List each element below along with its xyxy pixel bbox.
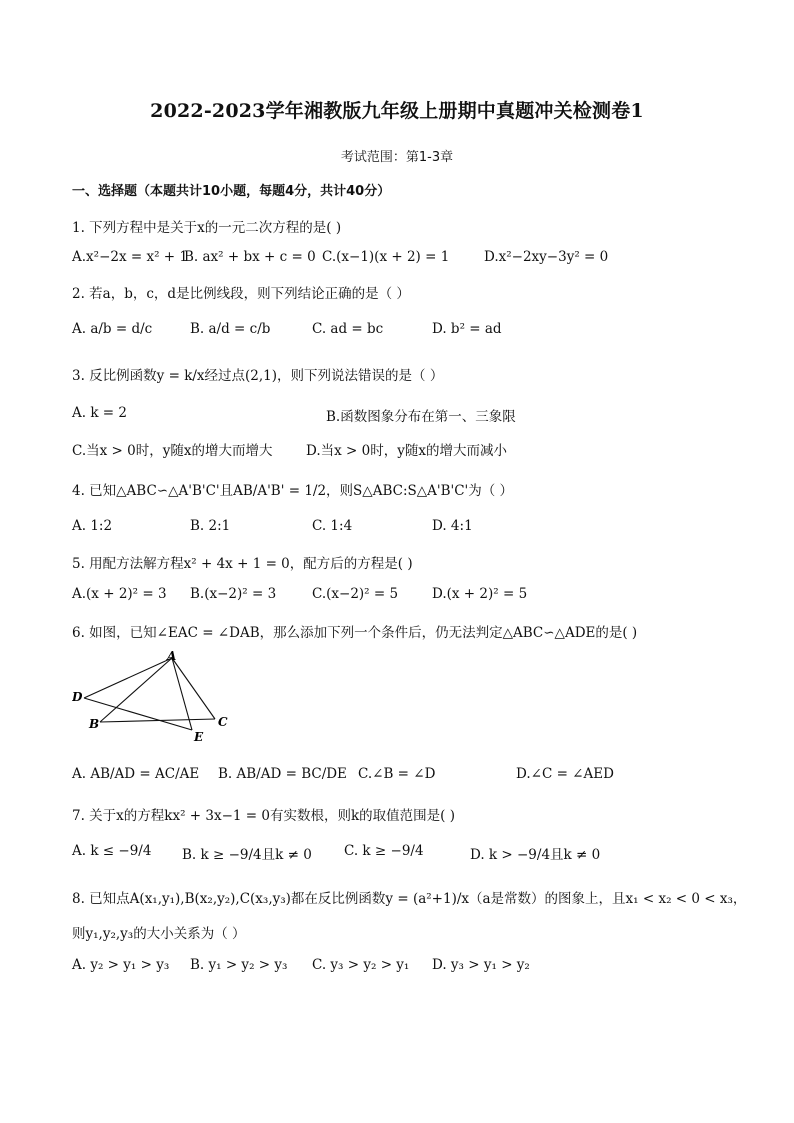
q3-option-a: A. k = 2 (72, 405, 127, 421)
q1-option-d: D.x²−2xy−3y² = 0 (484, 249, 609, 265)
q5-option-c: C.(x−2)² = 5 (312, 586, 399, 602)
q3-option-b: B.函数图象分布在第一、三象限 (326, 409, 516, 425)
label-e: E (194, 730, 204, 744)
q6-option-c: C.∠B = ∠D (358, 766, 436, 782)
label-d: D (72, 690, 83, 704)
question-8-stem-cont: 则y₁,y₂,y₃的大小关系为（ ） (72, 926, 246, 942)
q2-option-c: C. ad = bc (312, 321, 384, 337)
q3-option-c: C.当x > 0时，y随x的增大而增大 (72, 443, 273, 459)
label-b: B (89, 717, 100, 731)
triangle-figure (72, 650, 242, 745)
q1-option-b: B. ax² + bx + c = 0 (184, 249, 316, 265)
label-a: A (167, 650, 177, 663)
q5-option-a: A.(x + 2)² = 3 (72, 586, 167, 602)
q3-option-d: D.当x > 0时，y随x的增大而减小 (306, 443, 507, 459)
q8-option-d: D. y₃ > y₁ > y₂ (432, 957, 530, 973)
q1-option-a: A.x²−2x = x² + 1 (72, 249, 188, 265)
q1-option-c: C.(x−1)(x + 2) = 1 (322, 249, 450, 265)
page-title: 2022-2023学年湘教版九年级上册期中真题冲关检测卷1 (150, 100, 644, 122)
section-heading: 一、选择题（本题共计10小题，每题4分，共计40分） (72, 184, 391, 199)
q5-option-b: B.(x−2)² = 3 (190, 586, 277, 602)
q2-option-a: A. a/b = d/c (72, 321, 153, 337)
question-5-stem: 5. 用配方法解方程x² + 4x + 1 = 0，配方后的方程是( ) (72, 556, 413, 572)
q4-option-d: D. 4:1 (432, 518, 473, 534)
q8-option-b: B. y₁ > y₂ > y₃ (190, 957, 288, 973)
exam-scope: 考试范围：第1-3章 (340, 150, 454, 165)
q2-option-b: B. a/d = c/b (190, 321, 271, 337)
q6-option-a: A. AB/AD = AC/AE (72, 766, 200, 782)
label-c: C (218, 715, 228, 729)
q7-option-a: A. k ≤ −9/4 (72, 843, 152, 859)
q7-option-c: C. k ≥ −9/4 (344, 843, 424, 859)
q2-option-d: D. b² = ad (432, 321, 502, 337)
q7-option-d: D. k > −9/4且k ≠ 0 (470, 847, 601, 863)
question-4-stem: 4. 已知△ABC∽△A'B'C'且AB/A'B' = 1/2，则S△ABC:S△A'B'C'为（ ） (72, 483, 514, 499)
question-6-stem: 6. 如图，已知∠EAC = ∠DAB，那么添加下列一个条件后，仍无法判定△ABC∽△ADE的是( ) (72, 625, 638, 641)
q4-option-b: B. 2:1 (190, 518, 231, 534)
question-1-stem: 1. 下列方程中是关于x的一元二次方程的是( ) (72, 220, 342, 236)
question-2-stem: 2. 若a，b，c，d是比例线段，则下列结论正确的是（ ） (72, 286, 410, 302)
q4-option-a: A. 1:2 (72, 518, 113, 534)
q8-option-c: C. y₃ > y₂ > y₁ (312, 957, 410, 973)
q8-option-a: A. y₂ > y₁ > y₃ (72, 957, 170, 973)
q6-option-d: D.∠C = ∠AED (516, 766, 614, 782)
q5-option-d: D.(x + 2)² = 5 (432, 586, 528, 602)
question-3-stem: 3. 反比例函数y = k/x经过点(2,1)，则下列说法错误的是（ ） (72, 368, 444, 384)
q4-option-c: C. 1:4 (312, 518, 353, 534)
question-7-stem: 7. 关于x的方程kx² + 3x−1 = 0有实数根，则k的取值范围是( ) (72, 808, 455, 824)
question-8-stem: 8. 已知点A(x₁,y₁),B(x₂,y₂),C(x₃,y₃)都在反比例函数y = (a²+1)/x（a是常数）的图象上，且x₁ < x₂ < 0 < x₃， (72, 891, 747, 907)
q7-option-b: B. k ≥ −9/4且k ≠ 0 (182, 847, 312, 863)
q6-option-b: B. AB/AD = BC/DE (218, 766, 347, 782)
